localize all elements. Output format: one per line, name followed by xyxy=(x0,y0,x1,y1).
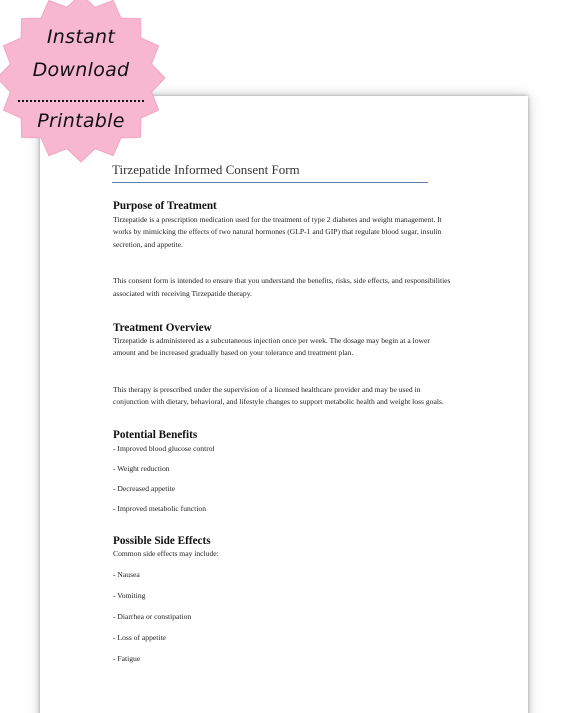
section-heading-side-effects: Possible Side Effects xyxy=(113,534,211,547)
section-heading-overview: Treatment Overview xyxy=(113,322,212,335)
badge-dotted-divider xyxy=(18,100,144,102)
list-item: - Improved metabolic function xyxy=(113,503,206,513)
document-title: Tirzepatide Informed Consent Form xyxy=(112,162,428,183)
overview-paragraph-1: Tirzepatide is administered as a subcutaneous injection once per week. The dosage may begin at a lower amount and be increased gradually based on your tolerance and treatment plan. xyxy=(113,336,430,358)
list-item: - Vomiting xyxy=(113,590,146,600)
list-item: - Nausea xyxy=(113,569,140,579)
list-item: - Decreased appetite xyxy=(113,483,175,493)
list-item: - Fatigue xyxy=(113,653,141,663)
list-item: - Improved blood glucose control xyxy=(113,443,215,453)
list-item: - Loss of appetite xyxy=(113,632,166,642)
list-item: - Weight reduction xyxy=(113,463,170,473)
list-item: - Diarrhea or constipation xyxy=(113,611,192,621)
overview-paragraph-2: This therapy is prescribed under the supervision of a licensed healthcare provider and may be used in conjunction with dietary, behavioral, and lifestyle changes to support metabolic health and weight loss goals. xyxy=(113,384,444,407)
document-page xyxy=(40,96,528,713)
purpose-paragraph-1: Tirzepatide is a prescription medication used for the treatment of type 2 diabetes and weight management. It works by mimicking the effects of two natural hormones (GLP-1 and GIP) that regulate blood sugar, insulin secretion, and appetite. xyxy=(113,215,442,249)
purpose-paragraph-2: This consent form is intended to ensure that you understand the benefits, risks, side effects, and responsibilities associated with receiving Tirzepatide therapy. xyxy=(113,276,451,298)
badge-text-printable: Printable xyxy=(37,110,125,132)
section-heading-benefits: Potential Benefits xyxy=(113,428,198,441)
section-heading-purpose: Purpose of Treatment xyxy=(113,200,217,212)
document-body xyxy=(113,199,451,665)
instant-download-badge xyxy=(0,0,178,178)
badge-text-instant: Instant xyxy=(46,26,116,48)
side-effects-intro: Common side effects may include: xyxy=(113,548,219,558)
badge-text-download: Download xyxy=(32,59,130,81)
